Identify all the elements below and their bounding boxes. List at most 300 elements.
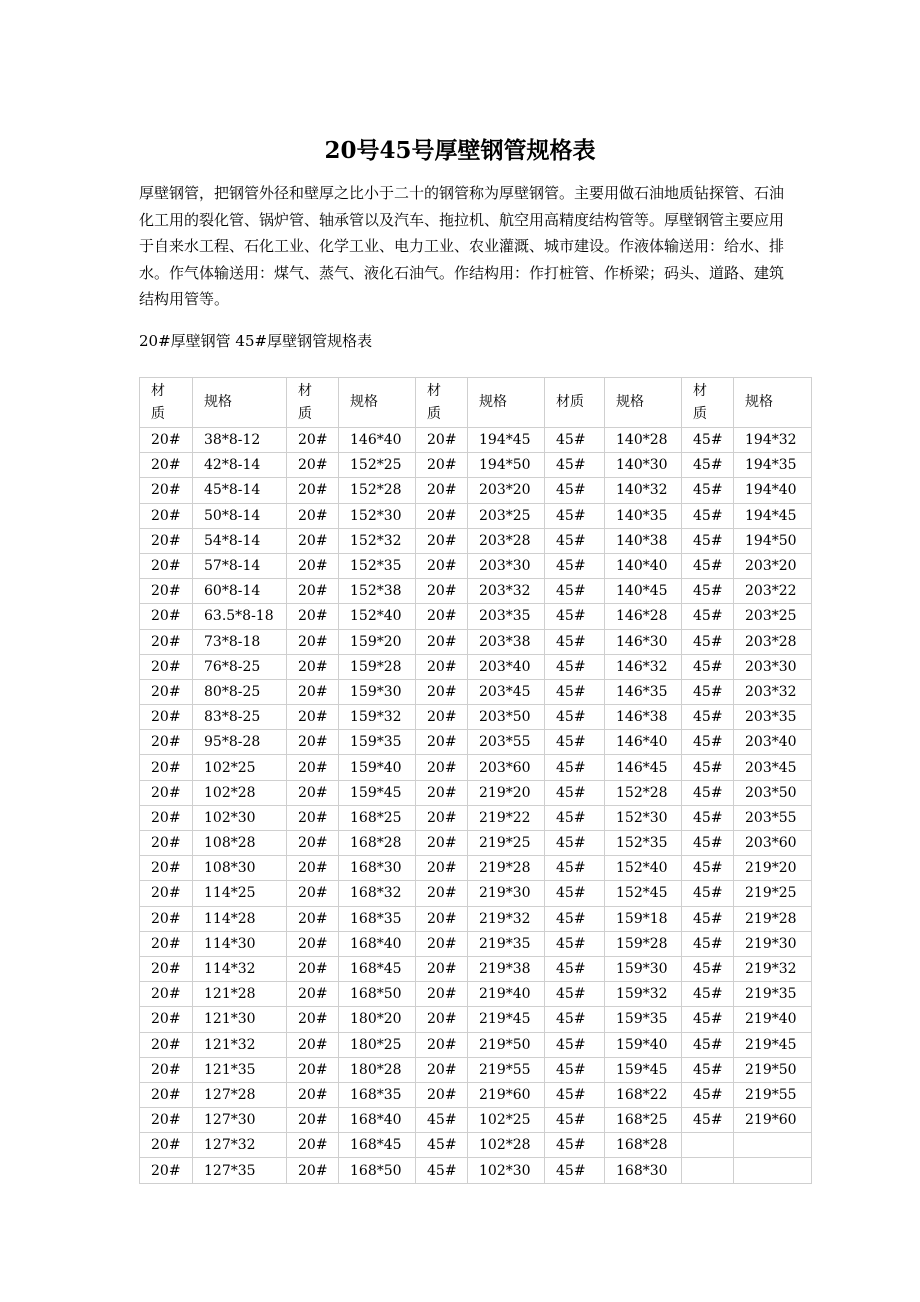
material-cell: 45#	[545, 1133, 605, 1158]
spec-cell: 219*55	[468, 1057, 545, 1082]
spec-cell: 219*60	[468, 1082, 545, 1107]
material-cell: 20#	[287, 1158, 339, 1183]
material-cell: 20#	[140, 956, 193, 981]
spec-cell: 121*35	[193, 1057, 287, 1082]
spec-cell: 152*40	[339, 604, 416, 629]
material-cell: 20#	[140, 1057, 193, 1082]
material-cell: 45#	[545, 780, 605, 805]
spec-cell: 152*25	[339, 453, 416, 478]
spec-cell: 168*45	[339, 956, 416, 981]
material-cell: 45#	[682, 503, 734, 528]
material-cell: 45#	[545, 856, 605, 881]
spec-cell: 219*35	[468, 931, 545, 956]
material-cell: 20#	[287, 553, 339, 578]
material-cell: 20#	[416, 679, 468, 704]
table-row	[140, 1082, 812, 1107]
table-row	[140, 478, 812, 503]
spec-cell: 203*55	[734, 805, 812, 830]
table-row	[140, 1108, 812, 1133]
material-cell: 45#	[682, 805, 734, 830]
material-cell: 20#	[416, 856, 468, 881]
spec-cell: 203*20	[734, 553, 812, 578]
spec-cell: 219*30	[468, 881, 545, 906]
material-cell: 45#	[682, 956, 734, 981]
table-row	[140, 956, 812, 981]
material-cell: 45#	[682, 629, 734, 654]
spec-cell: 203*28	[734, 629, 812, 654]
material-cell: 20#	[287, 831, 339, 856]
material-cell: 20#	[140, 705, 193, 730]
spec-cell: 127*32	[193, 1133, 287, 1158]
material-cell: 45#	[682, 881, 734, 906]
table-row	[140, 881, 812, 906]
material-cell: 20#	[416, 906, 468, 931]
header-cell: 材质	[140, 378, 193, 428]
material-cell: 20#	[287, 1007, 339, 1032]
spec-cell: 140*45	[605, 579, 682, 604]
spec-cell: 203*20	[468, 478, 545, 503]
header-cell: 材质	[545, 378, 605, 428]
table-row	[140, 453, 812, 478]
spec-cell: 219*50	[734, 1057, 812, 1082]
material-cell: 45#	[682, 553, 734, 578]
material-cell: 45#	[545, 1057, 605, 1082]
table-row	[140, 553, 812, 578]
material-cell: 20#	[287, 428, 339, 453]
material-cell: 20#	[416, 831, 468, 856]
spec-cell: 168*28	[339, 831, 416, 856]
material-cell: 20#	[416, 730, 468, 755]
material-cell: 20#	[140, 856, 193, 881]
spec-cell: 203*38	[468, 629, 545, 654]
table-row	[140, 654, 812, 679]
spec-cell: 180*25	[339, 1032, 416, 1057]
material-cell: 20#	[287, 730, 339, 755]
spec-cell: 203*32	[734, 679, 812, 704]
material-cell: 20#	[287, 1133, 339, 1158]
spec-cell: 203*25	[734, 604, 812, 629]
spec-cell: 152*38	[339, 579, 416, 604]
material-cell: 45#	[682, 931, 734, 956]
header-cell: 材质	[416, 378, 468, 428]
material-cell: 45#	[682, 1032, 734, 1057]
material-cell: 45#	[682, 428, 734, 453]
spec-cell: 203*30	[734, 654, 812, 679]
material-cell: 20#	[287, 1032, 339, 1057]
material-cell: 45#	[545, 881, 605, 906]
spec-cell: 219*25	[734, 881, 812, 906]
header-cell: 规格	[734, 378, 812, 428]
spec-cell: 140*40	[605, 553, 682, 578]
material-cell: 45#	[545, 428, 605, 453]
spec-cell: 194*45	[468, 428, 545, 453]
spec-cell: 108*28	[193, 831, 287, 856]
table-row	[140, 906, 812, 931]
material-cell: 20#	[287, 906, 339, 931]
material-cell: 45#	[682, 1007, 734, 1032]
spec-cell: 152*30	[339, 503, 416, 528]
spec-cell: 219*32	[468, 906, 545, 931]
spec-cell: 168*25	[605, 1108, 682, 1133]
material-cell: 45#	[545, 579, 605, 604]
material-cell: 20#	[140, 428, 193, 453]
spec-cell: 194*35	[734, 453, 812, 478]
table-caption: 20#厚壁钢管 45#厚壁钢管规格表	[139, 332, 373, 350]
material-cell: 20#	[140, 503, 193, 528]
header-cell: 规格	[193, 378, 287, 428]
spec-cell: 219*22	[468, 805, 545, 830]
spec-cell: 73*8-18	[193, 629, 287, 654]
spec-cell: 219*60	[734, 1108, 812, 1133]
material-cell: 20#	[416, 503, 468, 528]
spec-table	[139, 377, 812, 1184]
material-cell: 20#	[287, 654, 339, 679]
spec-cell: 203*32	[468, 579, 545, 604]
material-cell: 45#	[416, 1158, 468, 1183]
material-cell: 45#	[682, 1108, 734, 1133]
table-row	[140, 679, 812, 704]
material-cell: 45#	[545, 528, 605, 553]
spec-cell: 159*32	[605, 982, 682, 1007]
spec-cell: 146*32	[605, 654, 682, 679]
table-row	[140, 856, 812, 881]
material-cell: 20#	[287, 982, 339, 1007]
material-cell: 20#	[140, 1108, 193, 1133]
spec-cell: 152*35	[605, 831, 682, 856]
material-cell: 45#	[545, 478, 605, 503]
material-cell: 20#	[287, 931, 339, 956]
spec-cell: 121*32	[193, 1032, 287, 1057]
spec-cell: 159*35	[339, 730, 416, 755]
material-cell: 45#	[682, 906, 734, 931]
material-cell: 20#	[140, 1007, 193, 1032]
spec-cell: 168*30	[605, 1158, 682, 1183]
header-cell: 材质	[682, 378, 734, 428]
header-cell: 材质	[287, 378, 339, 428]
spec-cell: 152*32	[339, 528, 416, 553]
spec-cell: 219*55	[734, 1082, 812, 1107]
spec-cell: 203*22	[734, 579, 812, 604]
table-row	[140, 931, 812, 956]
spec-cell: 50*8-14	[193, 503, 287, 528]
spec-cell: 159*30	[605, 956, 682, 981]
material-cell: 45#	[682, 604, 734, 629]
material-cell: 20#	[287, 528, 339, 553]
spec-cell: 54*8-14	[193, 528, 287, 553]
spec-cell: 60*8-14	[193, 579, 287, 604]
table-row	[140, 1158, 812, 1183]
table-row	[140, 805, 812, 830]
spec-cell: 203*25	[468, 503, 545, 528]
table-row	[140, 503, 812, 528]
table-row	[140, 831, 812, 856]
spec-cell: 194*45	[734, 503, 812, 528]
spec-cell: 102*30	[468, 1158, 545, 1183]
material-cell: 20#	[416, 956, 468, 981]
material-cell: 45#	[545, 654, 605, 679]
spec-cell: 159*35	[605, 1007, 682, 1032]
spec-cell: 140*32	[605, 478, 682, 503]
spec-cell: 152*45	[605, 881, 682, 906]
spec-cell: 140*35	[605, 503, 682, 528]
spec-cell: 180*28	[339, 1057, 416, 1082]
material-cell: 45#	[545, 755, 605, 780]
material-cell: 20#	[287, 956, 339, 981]
spec-cell: 203*30	[468, 553, 545, 578]
material-cell: 45#	[682, 730, 734, 755]
material-cell: 20#	[140, 654, 193, 679]
material-cell: 45#	[416, 1108, 468, 1133]
spec-cell: 152*35	[339, 553, 416, 578]
spec-cell: 219*28	[734, 906, 812, 931]
spec-cell: 146*30	[605, 629, 682, 654]
material-cell: 45#	[682, 705, 734, 730]
spec-cell: 146*35	[605, 679, 682, 704]
material-cell: 20#	[287, 478, 339, 503]
table-row	[140, 629, 812, 654]
material-cell: 45#	[682, 654, 734, 679]
material-cell: 20#	[140, 1082, 193, 1107]
material-cell: 20#	[416, 604, 468, 629]
material-cell: 45#	[545, 1007, 605, 1032]
material-cell: 45#	[545, 1108, 605, 1133]
spec-cell: 168*35	[339, 906, 416, 931]
spec-cell: 159*28	[605, 931, 682, 956]
spec-cell: 140*38	[605, 528, 682, 553]
material-cell: 20#	[140, 805, 193, 830]
material-cell: 20#	[416, 629, 468, 654]
spec-cell: 168*22	[605, 1082, 682, 1107]
material-cell: 45#	[545, 553, 605, 578]
spec-cell: 219*40	[468, 982, 545, 1007]
material-cell: 45#	[682, 856, 734, 881]
material-cell	[682, 1158, 734, 1183]
spec-cell: 127*35	[193, 1158, 287, 1183]
material-cell: 45#	[682, 579, 734, 604]
material-cell: 45#	[545, 831, 605, 856]
material-cell: 20#	[416, 553, 468, 578]
spec-cell: 203*60	[734, 831, 812, 856]
spec-cell: 152*28	[605, 780, 682, 805]
material-cell: 45#	[545, 604, 605, 629]
spec-cell: 219*35	[734, 982, 812, 1007]
header-cell: 规格	[468, 378, 545, 428]
material-cell: 45#	[682, 780, 734, 805]
material-cell: 45#	[545, 629, 605, 654]
spec-cell: 140*30	[605, 453, 682, 478]
spec-cell: 140*28	[605, 428, 682, 453]
spec-cell: 203*28	[468, 528, 545, 553]
spec-cell: 102*28	[193, 780, 287, 805]
spec-cell: 219*45	[734, 1032, 812, 1057]
material-cell: 20#	[140, 730, 193, 755]
material-cell: 20#	[416, 1057, 468, 1082]
spec-cell: 203*50	[468, 705, 545, 730]
material-cell: 20#	[140, 831, 193, 856]
material-cell: 20#	[140, 881, 193, 906]
material-cell: 20#	[140, 1032, 193, 1057]
material-cell: 20#	[416, 579, 468, 604]
spec-cell: 95*8-28	[193, 730, 287, 755]
spec-cell: 203*35	[734, 705, 812, 730]
material-cell: 20#	[140, 478, 193, 503]
spec-cell: 168*28	[605, 1133, 682, 1158]
spec-cell: 168*45	[339, 1133, 416, 1158]
material-cell: 20#	[287, 453, 339, 478]
spec-cell: 146*28	[605, 604, 682, 629]
material-cell: 20#	[287, 579, 339, 604]
spec-cell: 146*38	[605, 705, 682, 730]
material-cell: 20#	[140, 604, 193, 629]
spec-cell: 168*35	[339, 1082, 416, 1107]
material-cell: 45#	[682, 831, 734, 856]
spec-cell: 114*32	[193, 956, 287, 981]
material-cell	[682, 1133, 734, 1158]
material-cell: 20#	[140, 906, 193, 931]
spec-cell: 102*25	[193, 755, 287, 780]
material-cell: 20#	[416, 705, 468, 730]
material-cell: 20#	[140, 553, 193, 578]
table-row	[140, 428, 812, 453]
table-row	[140, 1007, 812, 1032]
material-cell: 45#	[545, 906, 605, 931]
material-cell: 20#	[140, 453, 193, 478]
table-row	[140, 579, 812, 604]
material-cell: 20#	[287, 679, 339, 704]
table-row	[140, 705, 812, 730]
material-cell: 45#	[545, 805, 605, 830]
material-cell: 45#	[682, 982, 734, 1007]
material-cell: 45#	[545, 982, 605, 1007]
material-cell: 20#	[140, 931, 193, 956]
spec-cell: 203*45	[734, 755, 812, 780]
spec-cell: 114*30	[193, 931, 287, 956]
spec-cell	[734, 1133, 812, 1158]
spec-cell: 168*32	[339, 881, 416, 906]
spec-cell: 114*25	[193, 881, 287, 906]
material-cell: 20#	[287, 755, 339, 780]
table-row	[140, 1032, 812, 1057]
spec-cell: 76*8-25	[193, 654, 287, 679]
table-row	[140, 780, 812, 805]
material-cell: 45#	[545, 503, 605, 528]
spec-cell: 203*60	[468, 755, 545, 780]
spec-cell: 203*40	[734, 730, 812, 755]
header-cell: 规格	[605, 378, 682, 428]
table-row	[140, 1057, 812, 1082]
material-cell: 20#	[140, 579, 193, 604]
material-cell: 20#	[140, 755, 193, 780]
header-cell: 规格	[339, 378, 416, 428]
material-cell: 20#	[140, 1133, 193, 1158]
spec-cell: 168*25	[339, 805, 416, 830]
material-cell: 45#	[682, 679, 734, 704]
table-row	[140, 1133, 812, 1158]
spec-cell: 159*30	[339, 679, 416, 704]
material-cell: 45#	[682, 453, 734, 478]
spec-cell: 168*40	[339, 931, 416, 956]
spec-cell: 219*40	[734, 1007, 812, 1032]
spec-cell: 102*25	[468, 1108, 545, 1133]
material-cell: 20#	[287, 856, 339, 881]
spec-cell: 219*25	[468, 831, 545, 856]
spec-cell: 194*50	[468, 453, 545, 478]
material-cell: 20#	[140, 982, 193, 1007]
spec-cell: 159*18	[605, 906, 682, 931]
material-cell: 20#	[416, 931, 468, 956]
spec-cell: 219*20	[468, 780, 545, 805]
table-row	[140, 528, 812, 553]
spec-cell: 159*28	[339, 654, 416, 679]
spec-cell: 152*30	[605, 805, 682, 830]
spec-cell: 159*45	[339, 780, 416, 805]
spec-cell: 108*30	[193, 856, 287, 881]
spec-cell: 121*30	[193, 1007, 287, 1032]
material-cell: 45#	[545, 730, 605, 755]
spec-cell: 219*50	[468, 1032, 545, 1057]
material-cell: 20#	[416, 982, 468, 1007]
material-cell: 20#	[416, 528, 468, 553]
material-cell: 20#	[416, 755, 468, 780]
spec-cell: 168*30	[339, 856, 416, 881]
material-cell: 20#	[416, 881, 468, 906]
spec-cell: 159*32	[339, 705, 416, 730]
material-cell: 45#	[416, 1133, 468, 1158]
table-header-row	[140, 378, 812, 428]
spec-cell: 159*40	[605, 1032, 682, 1057]
spec-cell: 38*8-12	[193, 428, 287, 453]
spec-cell: 114*28	[193, 906, 287, 931]
material-cell: 20#	[140, 780, 193, 805]
spec-cell: 63.5*8-18	[193, 604, 287, 629]
material-cell: 45#	[682, 755, 734, 780]
spec-cell: 127*30	[193, 1108, 287, 1133]
table-row	[140, 604, 812, 629]
spec-cell: 219*20	[734, 856, 812, 881]
material-cell: 45#	[545, 679, 605, 704]
spec-cell: 102*30	[193, 805, 287, 830]
spec-cell: 203*40	[468, 654, 545, 679]
spec-cell: 83*8-25	[193, 705, 287, 730]
material-cell: 45#	[682, 1082, 734, 1107]
material-cell: 20#	[287, 629, 339, 654]
material-cell: 45#	[682, 528, 734, 553]
material-cell: 45#	[545, 956, 605, 981]
spec-cell: 152*40	[605, 856, 682, 881]
material-cell: 20#	[287, 604, 339, 629]
page-title: 20号45号厚壁钢管规格表	[324, 137, 596, 165]
spec-cell: 180*20	[339, 1007, 416, 1032]
spec-cell: 102*28	[468, 1133, 545, 1158]
spec-cell: 203*45	[468, 679, 545, 704]
spec-cell: 194*40	[734, 478, 812, 503]
material-cell: 20#	[416, 1007, 468, 1032]
material-cell: 20#	[140, 679, 193, 704]
table-body	[140, 428, 812, 1184]
spec-cell: 121*28	[193, 982, 287, 1007]
table-row	[140, 982, 812, 1007]
spec-cell: 203*35	[468, 604, 545, 629]
material-cell: 20#	[416, 478, 468, 503]
material-cell: 20#	[140, 1158, 193, 1183]
material-cell: 45#	[545, 931, 605, 956]
spec-cell: 203*55	[468, 730, 545, 755]
material-cell: 20#	[140, 528, 193, 553]
material-cell: 20#	[416, 453, 468, 478]
table-row	[140, 755, 812, 780]
material-cell: 20#	[140, 629, 193, 654]
material-cell: 45#	[682, 478, 734, 503]
